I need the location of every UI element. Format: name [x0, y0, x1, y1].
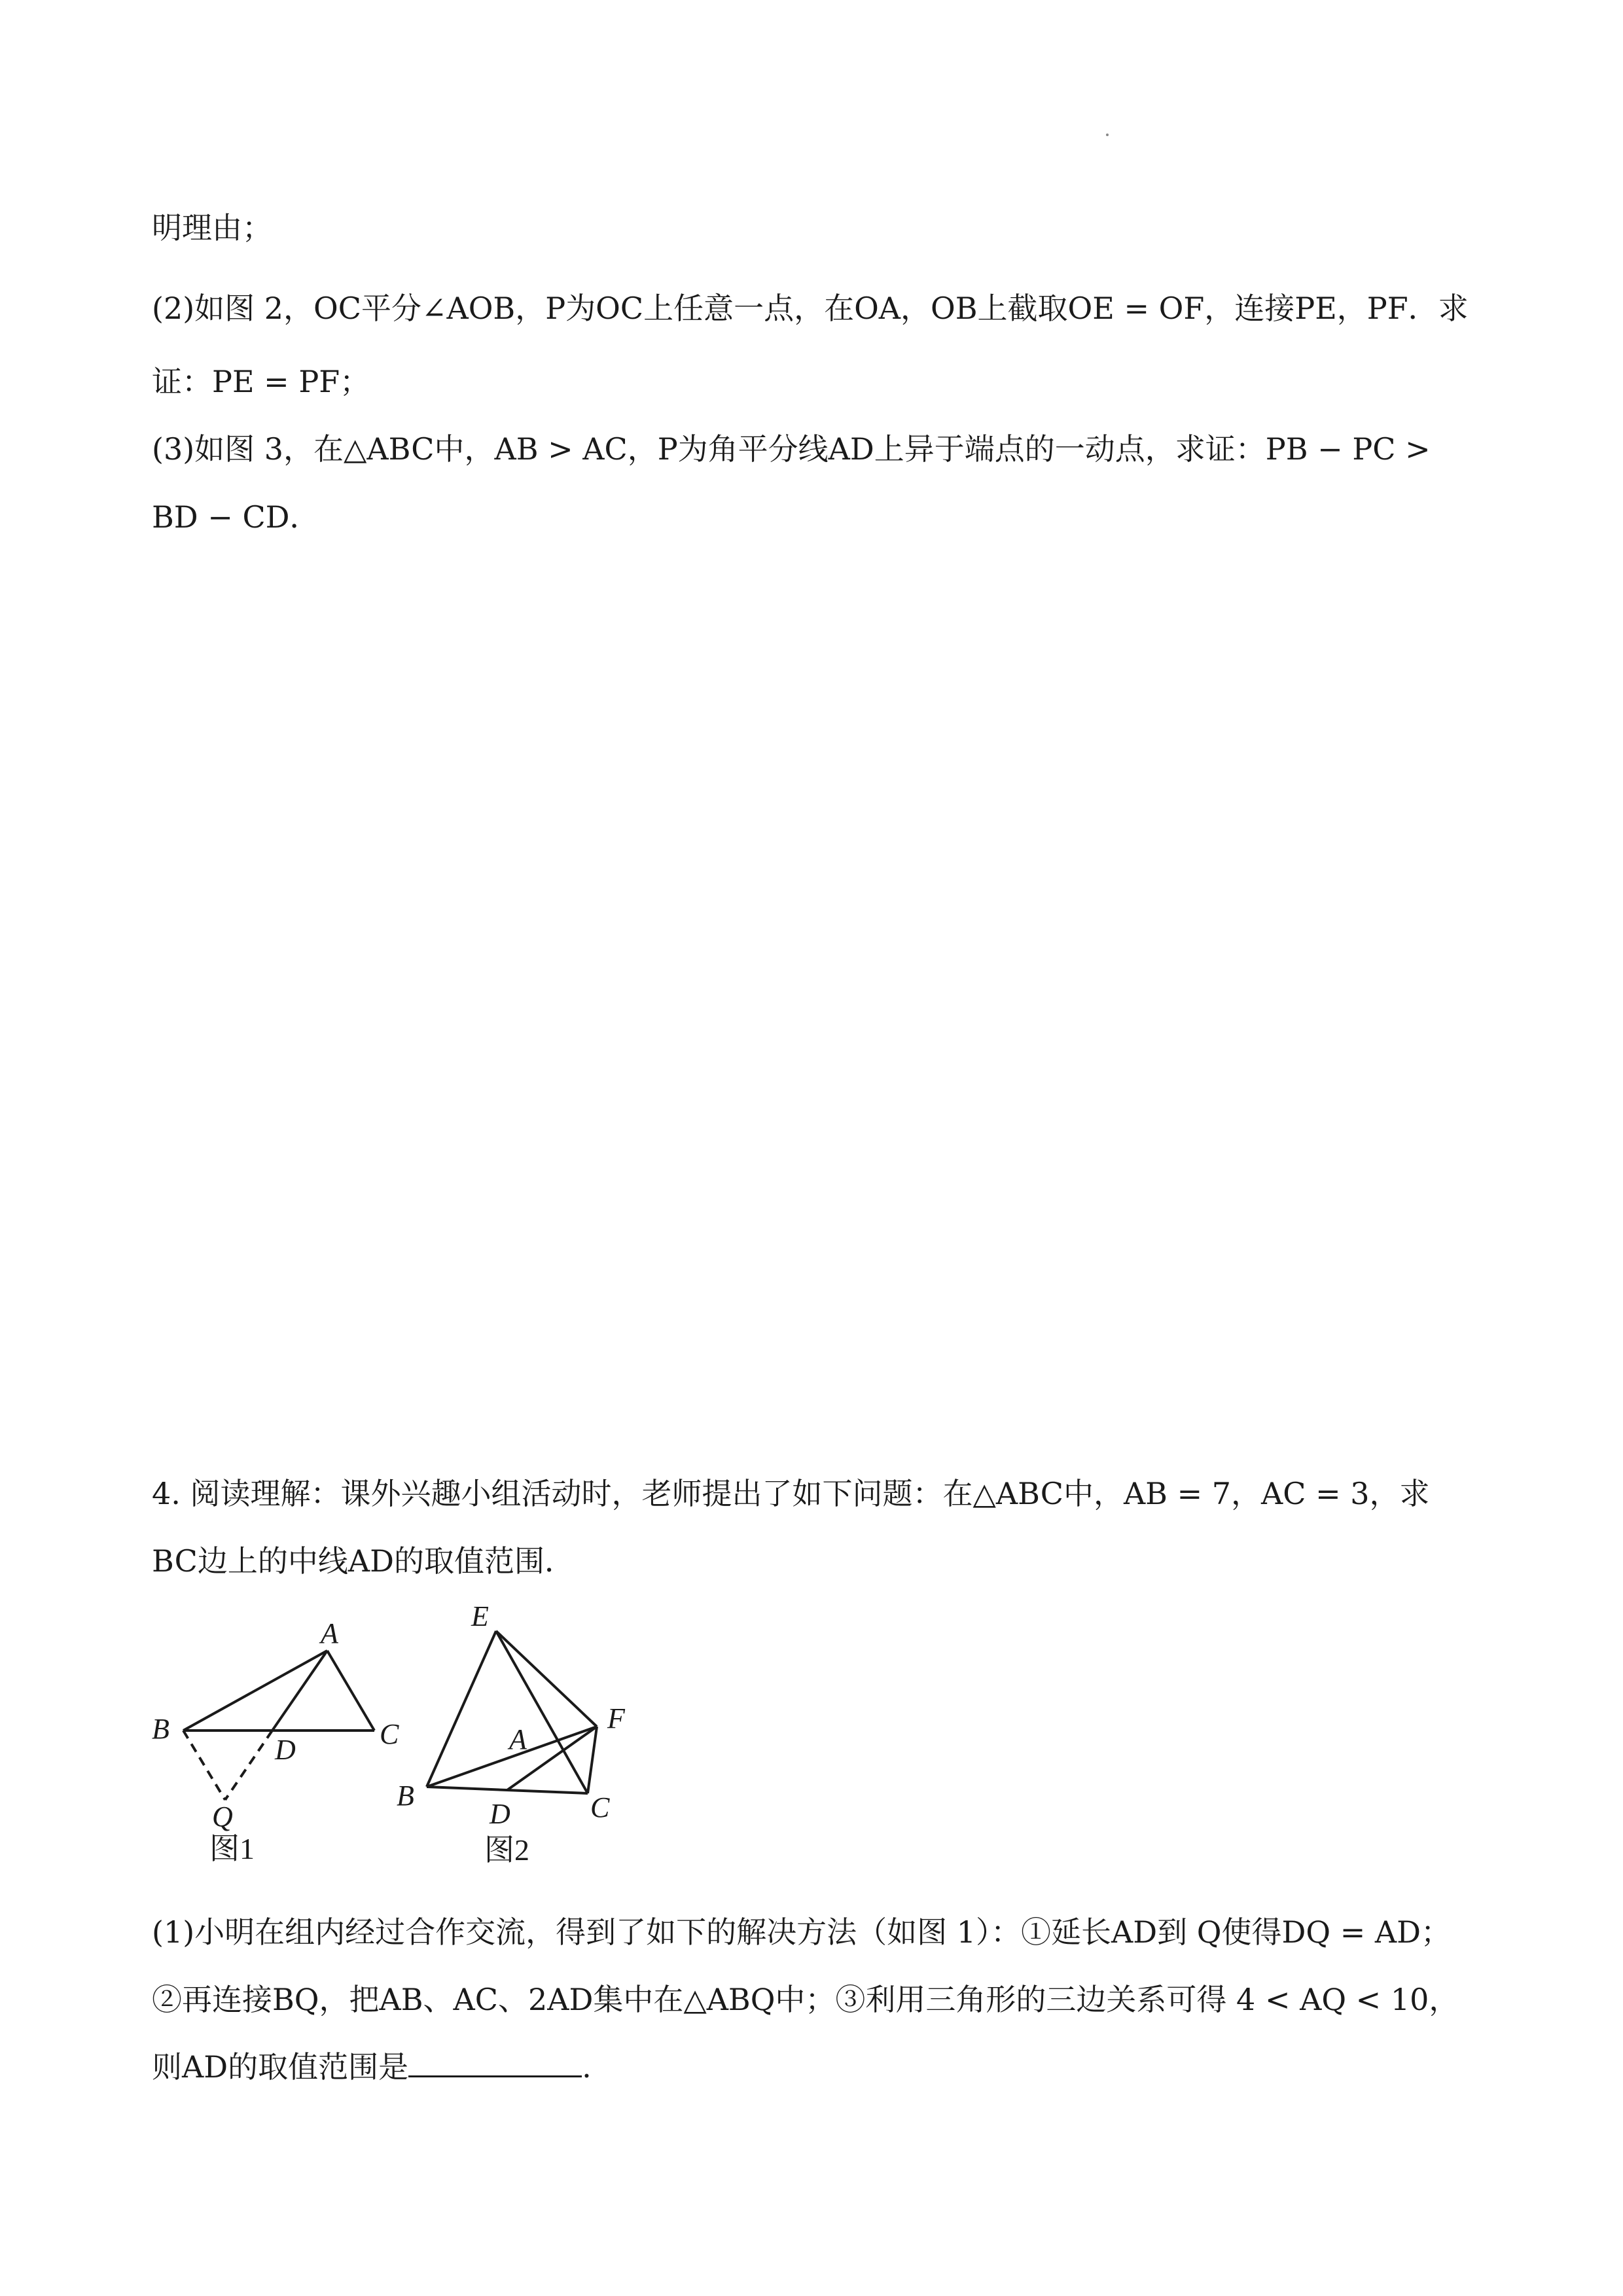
fig2-caption: 图2 — [484, 1833, 529, 1867]
answer-prompt: 则AD的取值范围是 — [152, 2049, 409, 2085]
text-line-3: 证：PE = PF； — [152, 364, 370, 399]
problem-4-line-2: BC边上的中线AD的取值范围． — [152, 1543, 575, 1579]
stray-dot — [1106, 134, 1109, 136]
answer-period: . — [582, 2049, 592, 2085]
problem-4-line-1: 4. 阅读理解：课外兴趣小组活动时，老师提出了如下问题：在△ABC中，AB = 7，AC = 3，求 — [152, 1476, 1430, 1511]
figure-1 — [144, 1617, 419, 1878]
fig1-label-q: Q — [212, 1801, 233, 1833]
fig1-label-c: C — [380, 1718, 399, 1750]
fig1-label-d: D — [275, 1734, 296, 1766]
text-line-5: BD − CD． — [152, 499, 320, 535]
fig2-label-c: C — [590, 1791, 610, 1823]
fig2-label-f: F — [607, 1702, 625, 1734]
text-line-2: (2)如图 2，OC平分∠AOB，P为OC上任意一点，在OA，OB上截取OE = OF，连接PE，PF．求 — [152, 291, 1469, 326]
answer-blank[interactable] — [408, 2049, 582, 2077]
sub-question-1-line-3 — [152, 2047, 592, 2087]
sub-question-1-line-2: ②再连接BQ，把AB、AC、2AD集中在△ABQ中；③利用三角形的三边关系可得 4 < AQ < 10， — [152, 1982, 1459, 2017]
fig2-label-a: A — [509, 1723, 527, 1755]
fig2-label-b: B — [397, 1780, 414, 1812]
fig2-label-d: D — [490, 1798, 510, 1830]
fig1-label-b: B — [152, 1713, 169, 1745]
fig1-caption: 图1 — [209, 1832, 255, 1865]
fig2-label-e: E — [471, 1600, 489, 1632]
text-line-1: 明理由； — [152, 210, 272, 245]
text-line-4: (3)如图 3，在△ABC中，AB > AC，P为角平分线AD上异于端点的一动点，求证：PB − PC > — [152, 431, 1431, 467]
sub-question-1-line-1: (1)小明在组内经过合作交流，得到了如下的解决方法（如图 1）：①延长AD到 Q使得DQ = AD； — [152, 1914, 1451, 1950]
fig1-label-a: A — [321, 1617, 338, 1649]
figure-2 — [386, 1597, 661, 1872]
